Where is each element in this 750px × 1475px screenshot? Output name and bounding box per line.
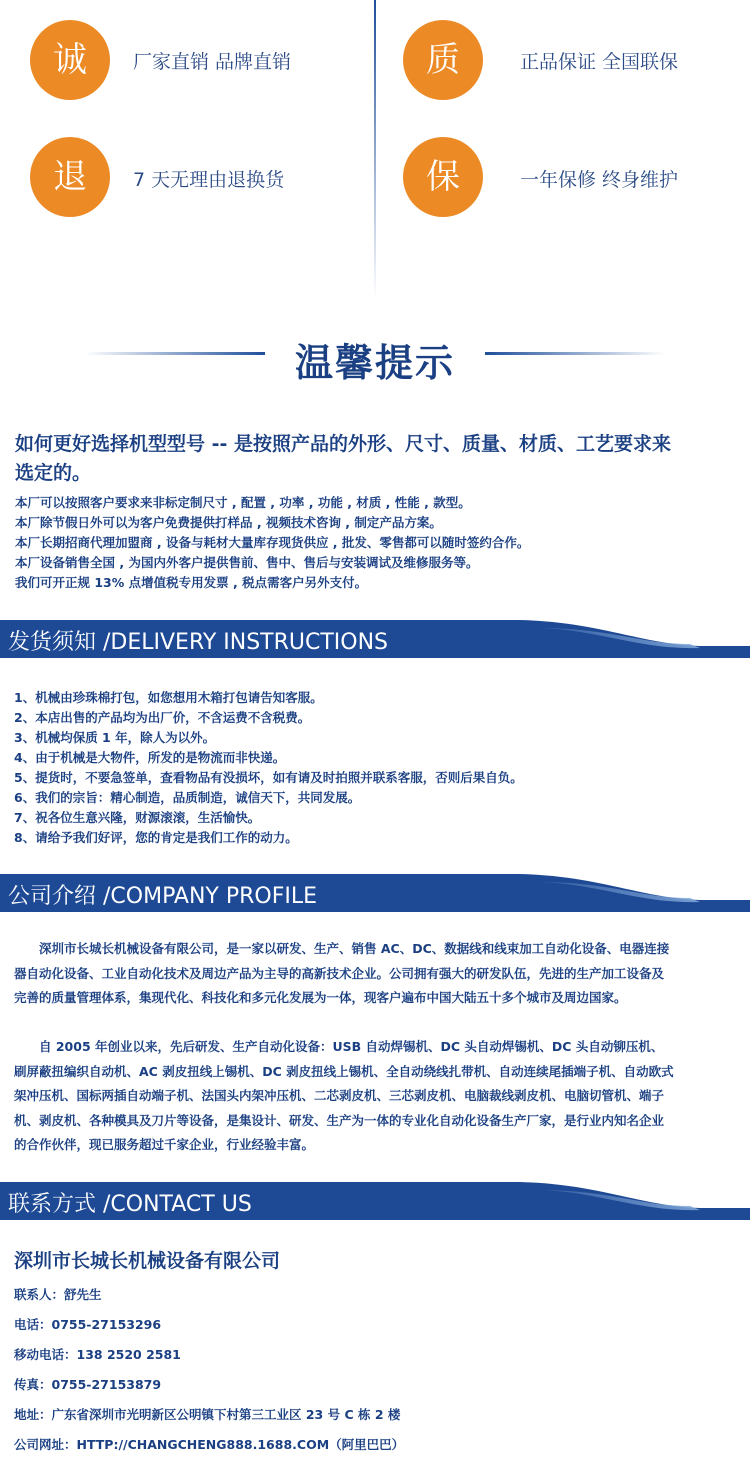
- guarantee-badge-sincerity: 诚: [30, 20, 110, 100]
- delivery-item: 3、机械均保质 1 年，除人为以外。: [14, 730, 216, 745]
- divider-line: [374, 0, 376, 300]
- delivery-banner: [0, 620, 750, 658]
- tip-line: 我们可开正规 13% 点增值税专用发票 , 税点需客户另外支付。: [15, 575, 368, 590]
- contact-banner: [0, 1182, 750, 1220]
- tip-line: 本厂长期招商代理加盟商 , 设备与耗材大量库存现货供应 , 批发、零售都可以随时签约合作。: [15, 535, 530, 550]
- delivery-item: 7、祝各位生意兴隆，财源滚滚，生活愉快。: [14, 810, 261, 825]
- guarantee-text-quality: 正品保证 全国联保: [520, 51, 679, 73]
- delivery-item: 2、本店出售的产品均为出厂价，不含运费不含税费。: [14, 710, 311, 725]
- company-name: 深圳市长城长机械设备有限公司: [14, 1250, 281, 1272]
- guarantee-badge-quality: 质: [403, 20, 483, 100]
- delivery-title: 发货须知 /DELIVERY INSTRUCTIONS: [8, 630, 389, 655]
- guarantee-text-warranty: 一年保修 终身维护: [520, 169, 679, 191]
- contact-person: 联系人：舒先生: [14, 1287, 102, 1302]
- profile-paragraph: 深圳市长城长机械设备有限公司，是一家以研发、生产、销售 AC、DC、数据线和线束加工自动化设备、电器连接器自动化设备、工业自动化技术及周边产品为主导的高新技术企业。公司拥有强大的研发队伍，先进的生产加工设备及完善的质量管理体系，集现代化、科技化和多元化发展为一体，现客户遍布中国大陆五十多个城市及周边国家。: [14, 941, 670, 1005]
- contact-phone: 电话：0755-27153296: [14, 1317, 162, 1332]
- tips-title: 温馨提示: [294, 341, 455, 385]
- delivery-item: 4、由于机械是大物件，所发的是物流而非快递。: [14, 750, 286, 765]
- guarantee-text-sincerity: 厂家直销 品牌直销: [133, 51, 292, 73]
- delivery-item: 1、机械由珍珠棉打包，如您想用木箱打包请告知客服。: [14, 690, 323, 705]
- tip-line: 本厂除节假日外可以为客户免费提供打样品 , 视频技术咨询 , 制定产品方案。: [15, 515, 442, 530]
- delivery-item: 6、我们的宗旨：精心制造，品质制造，诚信天下，共同发展。: [14, 790, 361, 805]
- guarantee-badge-return: 退: [30, 137, 110, 217]
- guarantee-badge-warranty: 保: [403, 137, 483, 217]
- delivery-item: 8、请给予我们好评，您的肯定是我们工作的动力。: [14, 830, 298, 845]
- profile-banner: [0, 874, 750, 912]
- tips-heading: 如何更好选择机型型号 -- 是按照产品的外形、尺寸、质量、材质、工艺要求来选定的。: [15, 433, 672, 484]
- title-rule-right: [485, 352, 665, 355]
- contact-website[interactable]: 公司网址：HTTP://CHANGCHENG888.1688.COM（阿里巴巴）: [14, 1437, 405, 1452]
- contact-title: 联系方式 /CONTACT US: [8, 1192, 252, 1217]
- guarantee-text-return: 7 天无理由退换货: [133, 169, 285, 191]
- tip-line: 本厂设备销售全国 , 为国内外客户提供售前、售中、售后与安装调试及维修服务等。: [15, 555, 479, 570]
- tip-line: 本厂可以按照客户要求来非标定制尺寸 , 配置 , 功率 , 功能 , 材质 , 性能 , 款型。: [15, 495, 471, 510]
- delivery-item: 5、提货时，不要急签单，查看物品有没损坏，如有请及时拍照并联系客服，否则后果自负。: [14, 770, 523, 785]
- contact-mobile: 移动电话：138 2520 2581: [14, 1347, 181, 1362]
- profile-paragraph: 自 2005 年创业以来，先后研发、生产自动化设备：USB 自动焊锡机、DC 头自动焊锡机、DC 头自动铆压机、刷屏蔽扭编织自动机、AC 剥皮扭线上锡机、DC 剥皮扭线上锡机、全自动绕线扎带机、自动连续尾插端子机、自动欧式架冲压机、国标两插自动端子机、法国头内架冲压机、二芯剥皮机、三芯剥皮机、电脑裁线剥皮机、电脑切管机、端子机、剥皮机、各种模具及刀片等设备，是集设计、研发、生产为一体的专业化自动化设备生产厂家，是行业内知名企业的合作伙伴，现已服务超过千家企业，行业经验丰富。: [14, 1039, 674, 1152]
- contact-address: 地址：广东省深圳市光明新区公明镇下村第三工业区 23 号 C 栋 2 楼: [14, 1407, 401, 1422]
- profile-title: 公司介绍 /COMPANY PROFILE: [8, 884, 318, 909]
- contact-fax: 传真：0755-27153879: [14, 1377, 162, 1392]
